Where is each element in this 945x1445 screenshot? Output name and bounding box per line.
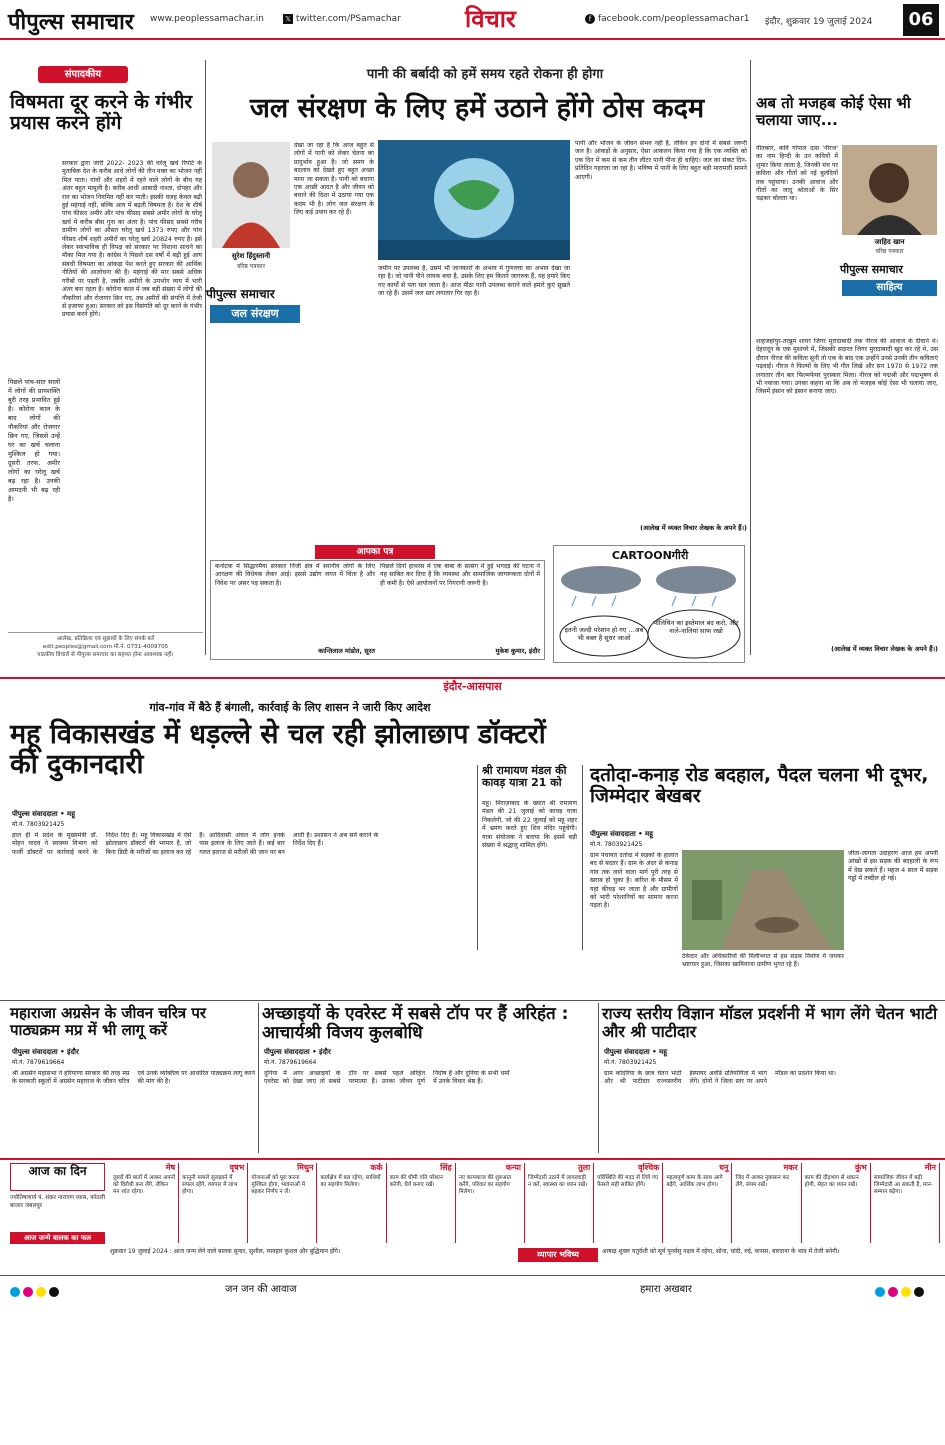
agrasen-headline: महाराजा अग्रसेन के जीवन चरित्र पर पाठ्यक्रम मप्र में भी लागू करें [10,1004,207,1039]
rashi-name: कन्या [505,1163,521,1172]
website-link[interactable]: www.peoplessamachar.in [150,14,264,24]
water-photo [378,140,570,260]
rashi-cell [179,1163,248,1243]
literature-brand: पीपुल्स समाचार [840,263,903,276]
editorial-headline: विषमता दूर करने के गंभीर प्रयास करने होंगे [10,91,193,134]
person-icon [842,145,937,235]
water-author-role: वरिष्ठ पत्रकार [236,263,266,270]
rashi-cell [802,1163,871,1243]
facebook-label: facebook.com/peoplessamachar1 [598,14,750,24]
rashi-cell [871,1163,940,1243]
rashi-text: परिस्थिति की मदद से लिये गए फैसले सही साबित होंगे। [597,1175,659,1189]
rashi-text: योजनाओं को पूरा करना मुश्किल होगा, भावनाओं में बहकर निर्णय न लें। [251,1175,305,1196]
contact-label: आलेख, प्रतिक्रिया एवं सुझावों के लिए संपर्क करें [56,636,155,642]
facebook-icon: f [585,14,595,24]
mandal-headline: श्री रामायण मंडल की कावड़ यात्रा 21 को [482,764,567,790]
rashi-name: तुला [578,1163,591,1172]
rashi-name: मेष [165,1163,176,1172]
facebook-link[interactable] [585,14,750,24]
literature-tag: साहित्य [842,280,937,296]
mhow-phone: मो.नं. 7803921425 [12,821,65,828]
rashi-row [110,1160,940,1240]
road-icon [682,850,844,950]
road-body: ग्राम पंचायत दतोदा में सड़कों के हालात बद से बदतर हैं। ग्राम के अंदर से कनाड़ गांव तक जाने वाला मार्ग पूरी तरह से खराब हो चुका है। बारिश के मौसम में यहां कीचड़ भर जाता है और ग्रामीणों को भारी परेशानियों का सामना करना पड़ता है। [590,852,678,910]
cartoon-bubble-2: पॉलिथिन का इस्तेमाल बंद करो, और नाले-नालियां साफ रखो [653,619,739,635]
literature-author: जाहिद खान [874,238,905,246]
color-registration-left [10,1282,62,1301]
everest-phone: मो.नं. 7879619664 [264,1059,317,1066]
rashi-name: मिथुन [297,1163,314,1172]
rashi-name: सिंह [440,1163,452,1172]
rashi-text: जिद में आकर नुकसान कर लेंगे, संयम रखें। [735,1175,790,1189]
science-byline: पीपुल्स संवाददाता • महू [604,1048,667,1056]
local-section-title: इंदौर-आसपास [443,680,502,693]
trade-tag: व्यापार भविष्य [518,1248,598,1262]
trade-text: आषाढ़ शुक्ल चतुर्दशी को सूर्य पुनर्वसु नक्षत्र में रहेगा, सोना, चांदी, रुई, कपास, बारदाना के भाव में तेजी बनेगी। [602,1248,840,1255]
editorial-contact [8,632,203,659]
rashi-text: महत्वपूर्ण काम के साथ आगे बढ़ेंगे, आर्थिक लाभ होगा। [666,1175,723,1189]
water-kicker: पानी की बर्बादी को हमें समय रहते रोकना ही होगा [366,67,604,82]
logo: पीपुल्स समाचार [8,10,134,35]
cartoon-drawing [556,562,742,660]
literature-author-role: वरिष्ठ पत्रकार [875,248,904,255]
rashi-cell [663,1163,732,1243]
mhow-kicker: गांव-गांव में बैठे हैं बंगाली, कार्रवाई के लिए शासन ने जारी किए आदेश [149,701,431,714]
rashi-cell [110,1163,179,1243]
x-icon: 𝕏 [283,14,293,24]
road-phone: मो.नं. 7803921425 [590,841,643,848]
road-headline: दतोदा-कनाड़ रोड बदहाल, पैदल चलना भी दूभर, जिम्मेदार बेखबर [590,764,929,807]
letter-1-author: कान्तिलाल मांडोत, सूरत [318,647,375,655]
water-col-3: पानी और भोजन के जीवन संभव नहीं है, लेकिन इन दोनों में सबसे जरूरी जल है। आंकड़ों के अनुसार, ऐसा आकलन किया गया है कि एक व्यक्ति को एक दिन में कम से कम तीन लीटर पानी पीना ही चाहिए। जल का संकट दिन-प्रतिदिन गहराता जा रहा है। भविष्य में पानी के लिए बहुत बड़ी मारामारी सामने आएगी। [575,140,747,181]
mhow-byline: पीपुल्स संवाददाता • महू [12,810,75,818]
editorial-body: सरकार द्वारा जारी 2022- 2023 की घरेलू खर्च रिपोर्ट के मुताबिक देश के करीब आधे लोगों की तीन वक्त का भोजन नहीं मिल पाता। गांवों और शहरों में रहने वाले लोगों के बीच यह अंतर बहुत मामूली है। करीब आधी आबादी नाश्ता, दोपहर और रात का भोजन नियमित नहीं कर पाती। इसकी वजह केवल बढ़ी हुई महंगाई नहीं, बल्कि आय में बढ़ती विषमता है। देश के शीर्ष पांच फीसद अमीर और पांच फीसद सबसे अमीर लोगों के घरेलू खर्च में करीब बीस गुना का अंतर है। पांच फीसद सबसे गरीब ग्रामीण लोगों का औसत घरेलू खर्च 1373 रुपए और पांच फीसद शीर्ष शहरी अमीरों का घरेलू खर्च 20824 रुपए है। इसे लेकर स्वाभाविक ही विपक्ष को सरकार पर निशाना साधने का मौका मिल गया है। कांग्रेस ने पिछले दस वर्षों में बढ़ी हुई आय संबंधी विषमता का आंकड़ा पेश करते हुए सरकार की आर्थिक नीतियों की आलोचना की है। महंगाई की मार सबसे अधिक गरीबों पर पड़ती है, जबकि अमीरों के उपभोग व्यय में भारी अंतर बना रहता है। कोरोना काल में जब बड़ी संख्या में लोगों की नौकरियां और रोजगार छिन गए, तब अमीरों की संपत्ति में तेजी से इजाफा हुआ। सरकार को इस विसंगति को दूर करने के गंभीर प्रयास करने होंगे। [62,160,202,319]
water-author: सुरेश हिंदुस्तानी [231,252,271,260]
water-tag: जल संरक्षण [210,305,300,323]
contact-email[interactable]: edit.peoples@gmail.com मो.नं. 0731-4009705 [42,644,169,650]
masthead [0,0,945,40]
disclaimer: पाठकीय विचारों से पीपुल्स समाचार का सहमत होना आवश्यक नहीं। [37,652,174,658]
agrasen-phone: मो.नं. 7879619664 [12,1059,65,1066]
editorial-tag: संपादकीय [38,66,128,83]
rashi-text: काम की धीमी गति परेशान करेगी, धैर्य बनाए रखें। [389,1175,443,1189]
horoscope-title: आज का दिन [10,1163,105,1191]
water-col-1: देखा जा रहा है कि आज बहुत से लोगों में पानी को लेकर चेतना का प्रादुर्भाव हुआ है। जो समय के बदलाव को देखते हुए बहुत अच्छा माना जा सकता है। पानी को बचाना एक अच्छी आदत है और जीवन को बचाने की दिशा में उठाया गया एक कदम भी है। लोग जल संरक्षण के लिए कई उपाय कर रहे हैं। [294,142,374,217]
rashi-name: मकर [783,1163,798,1172]
science-headline: राज्य स्तरीय विज्ञान मॉडल प्रदर्शनी में भाग लेंगे चेतन भाटी और श्री पाटीदार [602,1004,938,1041]
literature-top-text: गीतकार, कवि गोपाल दास 'नीरज' का नाम हिन्दी के उन कवियों में शुमार किया जाता है, जिनकी मंच पर कविता और गीतों को नई बुलंदियों तक पहुंचाया। उनकी आवाज और गीतों का जादू श्रोताओं के सिर चढ़कर बोलता था। [756,145,838,203]
road-right-text: जीता-जागता उदाहरण आज हम अपनी आंखों से इस सड़क की बदहाली के रूप में देख सकते हैं। महज 4 साल में सड़क गड्ढों में तब्दील हो गई। [848,850,938,883]
section-title: विचार [465,5,516,33]
mhow-body: हाल ही में प्रदेश के मुख्यमंत्री डॉ. मोहन यादव ने स्वास्थ्य विभाग को फर्जी डॉक्टरों पर कार्रवाई करने के निर्देश दिए हैं। महू विकासखंड में ऐसे झोलाछाप डॉक्टरों की भरमार है, जो बिना डिग्री के मरीजों का इलाज कर रहे हैं। आदिवासी अंचल में लोग इनके पास इलाज के लिए जाते हैं। कई बार गलत इलाज से मरीजों की जान पर बन आती है। प्रशासन ने अब सर्वे कराने के निर्देश दिए हैं। [12,832,379,856]
rashi-text: जिम्मेदारी उठाने में लापरवाही न करें, स्वास्थ्य का ध्यान रखें। [528,1175,588,1189]
rashi-name: मीन [924,1163,936,1172]
horoscope-slogan: आज जन्मे बालक का फल [10,1232,105,1244]
page-number: 06 [903,4,939,36]
rashi-name: कर्क [370,1163,383,1172]
literature-body: शाहजहांपुर-तरन्नुम शायर जिगर मुरादाबादी तक नीरज की आवाज के दीवाने थे। देहरादून के एक मुशायरे में, जिसकी सदारत जिगर मुरादाबादी खुद कर रहे थे, उस दौरान नीरज की कविता सुनी तो एक के बाद एक उन्होंने उनसे उनकी तीन कविताएं पढ़वाईं। नीरज ने फिल्मों के लिए भी गीत लिखे और सन 1970 से 1972 तक लगातार तीन बार फिल्मफेयर पुरस्कार मिला। नीरज को पद्मश्री और पद्मभूषण से भी नवाजा गया। उनका कहना था कि अब तो मजहब कोई ऐसा भी चलाया जाए, जिसमें इंसान को इंसान बनाया जाए। [756,338,938,396]
letters-tag: आपका पत्र [315,545,435,559]
twitter-label: twitter.com/PSamachar [296,14,401,24]
rashi-cell [456,1163,525,1243]
rashi-name: वृषभ [229,1163,245,1172]
rashi-text: सामाजिक जीवन में बढ़ी जिम्मेदारी आ सकती है, मान-सम्मान बढ़ेगा। [873,1175,933,1196]
author-photo [212,142,290,248]
rashi-cell [594,1163,663,1243]
water-headline: जल संरक्षण के लिए हमें उठाने होंगे ठोस कदम [249,93,705,124]
science-phone: मो.नं. 7803921425 [604,1059,657,1066]
rashi-text: कार्यक्षेत्र में बल रहेगा, साथियों का सहयोग मिलेगा। [320,1175,381,1189]
everest-byline: पीपुल्स संवाददाता • इंदौर [264,1048,331,1056]
footer-left: जन जन की आवाज [225,1284,297,1295]
cartoon-title: CARTOONगीरी [611,549,689,562]
letter-1: कर्नाटक में सिद्धारमैया सरकार निजी क्षेत्र में स्थानीय लोगों के लिए आरक्षण की विधेयक लेकर आई। इससे उद्योग जगत में चिंता है और निवेश पर असर पड़ सकता है। [215,563,375,587]
literature-author-photo [842,145,937,235]
rashi-cell [733,1163,802,1243]
cartoon-bubble-1: इतनी जल्दी परेशान हो गए ...अब भी वक्त है सुधर जाओ [564,626,644,642]
road-photo [682,850,844,950]
everest-headline: अच्छाइयों के एवरेस्ट में सबसे टॉप पर हैं अरिहंत : आचार्यश्री विजय कुलबोधि [262,1004,569,1043]
rashi-cell [525,1163,594,1243]
rashi-cell [248,1163,317,1243]
mhow-headline: महू विकासखंड में धड़ल्ले से चल रही झोलाछाप डॉक्टरों की दुकानदारी [10,719,546,780]
water-brand: पीपुल्स समाचार [206,287,275,301]
rashi-name: धनु [719,1163,729,1172]
rashi-name: कुंभ [855,1163,867,1172]
globe-icon [378,140,570,260]
rashi-text: दूसरों की बातों में आकर अपनों को विरोधी बना लेंगे, लेकिन मन शांत रहेगा। [113,1175,176,1196]
color-registration-right [875,1282,927,1301]
rashi-text: नए कामकाज की शुरुआत करेंगे, परिवार का सहयोग मिलेगा। [458,1175,512,1196]
rashi-text: कानूनी मामले सुलझाने में सफल रहेंगे, व्यापार में लाभ होगा। [182,1175,238,1196]
editorial-side-note: पिछले पांच-सात सालों में लोगों की प्रायशक्ति बुरी तरह प्रभावित हुई है। कोरोना काल के बाद लोगों की नौकरियां और रोजगार छिन गए, जिससे उन्हें घर का खर्च चलाना मुश्किल हो गया। दूसरी तरफ, अमीर लोगों का घरेलू खर्च बढ़ रहा है। उनकी आमदनी भी बढ़ रही है। [8,378,60,503]
rashi-name: वृश्चिक [638,1163,660,1172]
water-note: (आलेख में व्यक्त विचार लेखक के अपने हैं।) [640,524,747,532]
rashi-cell [318,1163,387,1243]
letter-2: पिछले दिनों हाथरस में एक बाबा के सत्संग में हुई भगदड़ की घटना ने यह साबित कर दिया है कि व्यवस्था और सामाजिक जागरूकता दोनों में ही कमी है। ऐसे आयोजनों पर निगरानी जरूरी है। [380,563,540,587]
horoscope-tithi: ज्योतिषाचार्य पं. शंकर नारायण व्यास, कोठारी बाजार जबलपुर [10,1195,105,1209]
footer-right: हमारा अखबार [640,1284,692,1295]
water-col-2: जमीन पर उपलब्ध है, उसमें भी जानकारों के अभाव में गुणवत्ता का अभाव देखा जा रहा है। जो पानी पीने लायक बचा है, उसके लिए हम कितने जागरुक हैं, यह हमारे किए गए कार्यों से पता चल जाता है। आज मीठा पानी उपलब्ध कराने वाले हमारे कुएं सूखते जा रहे हैं। उसमें जल स्तर लगातार गिर रहा है। [378,265,570,298]
literature-note: (आलेख में व्यक्त विचार लेखक के अपने हैं।) [831,645,938,653]
road-byline: पीपुल्स संवाददाता • महू [590,830,653,838]
person-icon [212,142,290,248]
mandal-body: महू। मिराज़ाबाद के ख्यात श्री रामायण मंडल की 21 जुलाई को कावड़ यात्रा निकलेगी, जो की 22 जुलाई को महू शहर में भ्रमण करते हुए शिव मंदिर पहुंचेगी। यात्रा संयोजक ने बताया कि इसमें बड़ी संख्या में श्रद्धालु शामिल होंगे। [482,800,577,850]
agrasen-byline: पीपुल्स संवाददाता • इंदौर [12,1048,79,1056]
road-caption: ठेकेदार और अधिकारियों की मिलीभगत से इस सड़क निर्माण में जमकर भ्रष्टाचार हुआ, जिसका खामियाजा ग्रामीण भुगत रहे हैं। [682,953,844,969]
agrasen-body: श्री अग्रसेन महासभा ने हरियाणा सरकार की तरह मप्र के सरकारी स्कूलों में अग्रसेन महाराज के जीवन चरित्र एवं उनके व्यक्तित्व पर आधारित पाठ्यक्रम लागू करने की मांग की है। [12,1070,255,1086]
dateline: इंदौर, शुक्रवार 19 जुलाई 2024 [765,17,873,27]
literature-headline: अब तो मजहब कोई ऐसा भी चलाया जाए... [756,94,911,129]
everest-body: दुनिया में अगर अच्छाइयों के एवरेस्ट को देखा जाए तो सबसे टॉप पर सबसे पहले अरिहंत परमात्मा हैं। उनका जीवन पूर्ण निर्दोष है और दुनिया के सभी धर्मों में उनके विचार श्रेष्ठ हैं। [264,1070,510,1086]
rashi-cell [387,1163,456,1243]
birthday-text: शुक्रवार 19 जुलाई 2024 : आज जन्म लेने वाले बालक सुन्दर, सुशील, व्यवहार कुशल और बुद्धिमान होंगे। [110,1248,341,1255]
twitter-link[interactable] [283,14,401,24]
science-body: ग्राम कोदरिया के छात्र चेतन भाटी और श्री पाटीदार राज्यस्तरीय इंस्पायर अवॉर्ड प्रतियोगिता में भाग लेंगे। दोनों ने जिला स्तर पर अपने मॉडल का प्रदर्शन किया था। [604,1070,836,1086]
rashi-text: काम की दौड़भाग से थकान होगी, सेहत का ध्यान रखें। [804,1175,859,1189]
letter-2-author: मुकेश कुमार, इंदौर [495,647,540,655]
